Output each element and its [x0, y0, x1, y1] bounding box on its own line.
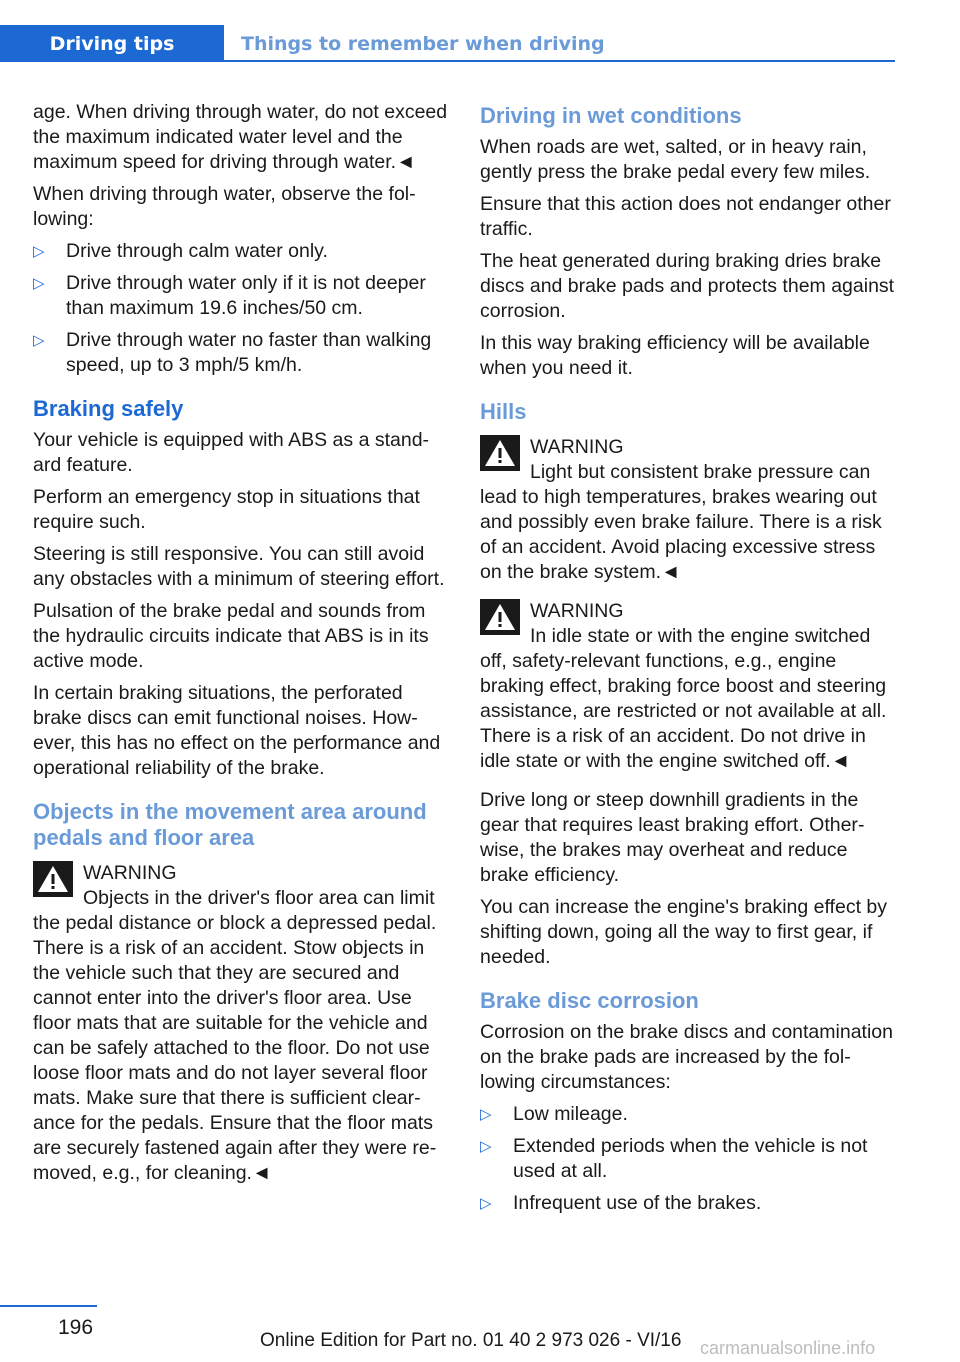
paragraph: When driving through water, observe the following: — [33, 183, 416, 230]
warning-first-line: Objects in the driver's floor area can limit — [83, 887, 435, 909]
list-item: ▷ Low mileage. — [480, 1103, 628, 1125]
footer-rule — [0, 1305, 97, 1307]
triangle-bullet-icon: ▷ — [33, 243, 45, 260]
warning-text: off, safety-relevant functions, e.g., engine braking effect, braking force boost and steering assistance, are restricted or not available at all. There is a risk of an accident. Do not drive in idle state or with the engine switched off.◄ — [480, 650, 887, 772]
warning-block — [480, 599, 895, 774]
heading-braking-safely: Braking safely — [33, 396, 184, 421]
paragraph: Pulsation of the brake pedal and sounds from the hydraulic circuits indicate that ABS is in its active mode. — [33, 600, 429, 672]
warning-title: WARNING — [83, 862, 177, 884]
paragraph: age. When driving through water, do not exceed the maximum indicated water level and the maximum speed for driving through water.◄ — [33, 101, 448, 173]
corrosion-list — [480, 1102, 895, 1216]
paragraph: In certain braking situations, the perforated brake discs can emit functional noises. However, this has no effect on the performance and operational reliability of the brake. — [33, 682, 441, 779]
triangle-bullet-icon: ▷ — [480, 1195, 492, 1212]
paragraph: When roads are wet, salted, or in heavy rain, gently press the brake pedal every few miles. — [480, 136, 871, 183]
page-header — [0, 25, 895, 62]
warning-first-line: Light but consistent brake pressure can — [530, 461, 871, 483]
list-item: ▷ Drive through water only if it is not deeper than maximum 19.6 inches/50 cm. — [33, 272, 426, 319]
paragraph: Corrosion on the brake discs and contamination on the brake pads are increased by the following circumstances: — [480, 1021, 893, 1093]
warning-title: WARNING — [530, 436, 624, 458]
right-column — [480, 100, 895, 1223]
paragraph: In this way braking efficiency will be available when you need it. — [480, 332, 870, 379]
left-column — [33, 100, 448, 1200]
warning-triangle-icon — [480, 599, 520, 635]
header-rule — [224, 60, 895, 62]
topic-tab: Things to remember when driving — [241, 32, 605, 55]
paragraph: You can increase the engine's braking effect by shifting down, going all the way to first gear, if needed. — [480, 896, 888, 968]
list-item: ▷ Extended periods when the vehicle is not used at all. — [480, 1135, 868, 1182]
warning-triangle-icon — [480, 435, 520, 471]
triangle-bullet-icon: ▷ — [33, 275, 45, 292]
warning-first-line: In idle state or with the engine switched — [530, 625, 871, 647]
warning-text: lead to high temperatures, brakes wearing out and possibly even brake failure. There is a risk of an accident. Avoid placing excessive stress on the brake system.◄ — [480, 486, 882, 583]
warning-triangle-icon — [33, 861, 73, 897]
list-item: ▷ Drive through water no faster than walking speed, up to 3 mph/5 km/h. — [33, 329, 432, 376]
heading-wet-conditions: Driving in wet conditions — [480, 103, 742, 128]
warning-text: the pedal distance or block a depressed pedal. There is a risk of an accident. Stow objects in the vehicle such that they are secured and cannot enter into the driver's floor area. Use floor mats that are suitable for the vehicle and can be safely attached to the floor. Do not use loose floor mats and do not layer several floor mats. Make sure that there is sufficient clearance for the pedals. Ensure that the floor mats are securely fastened again after they were removed, e.g., for cleaning.◄ — [33, 912, 437, 1184]
list-item: ▷ Infrequent use of the brakes. — [480, 1192, 762, 1214]
paragraph: Your vehicle is equipped with ABS as a standard feature. — [33, 429, 430, 476]
warning-title: WARNING — [530, 600, 624, 622]
paragraph: Ensure that this action does not endanger other traffic. — [480, 193, 891, 240]
edition-note: Online Edition for Part no. 01 40 2 973 026 - VI/16 — [260, 1330, 682, 1351]
paragraph: Perform an emergency stop in situations that require such. — [33, 486, 420, 533]
triangle-bullet-icon: ▷ — [480, 1138, 492, 1155]
page-number: 196 — [58, 1316, 94, 1339]
heading-brake-disc-corrosion: Brake disc corrosion — [480, 988, 699, 1013]
list-item: ▷ Drive through calm water only. — [33, 240, 328, 262]
paragraph: Drive long or steep downhill gradients in the gear that requires least braking effort. Otherwise, the brakes may overheat and reduce brake efficiency. — [480, 789, 865, 886]
paragraph: The heat generated during braking dries brake discs and brake pads and protects them against corrosion. — [480, 250, 895, 322]
triangle-bullet-icon: ▷ — [480, 1106, 492, 1123]
warning-block — [480, 435, 895, 585]
water-list — [33, 239, 448, 378]
triangle-bullet-icon: ▷ — [33, 332, 45, 349]
section-tab: Driving tips — [0, 25, 224, 62]
heading-hills: Hills — [480, 399, 527, 424]
watermark: carmanualsonline.info — [700, 1338, 876, 1358]
paragraph: Steering is still responsive. You can still avoid any obstacles with a minimum of steering effort. — [33, 543, 445, 590]
heading-objects-floor-area: Objects in the movement area around pedals and floor area — [33, 799, 427, 850]
warning-block — [33, 861, 448, 1186]
